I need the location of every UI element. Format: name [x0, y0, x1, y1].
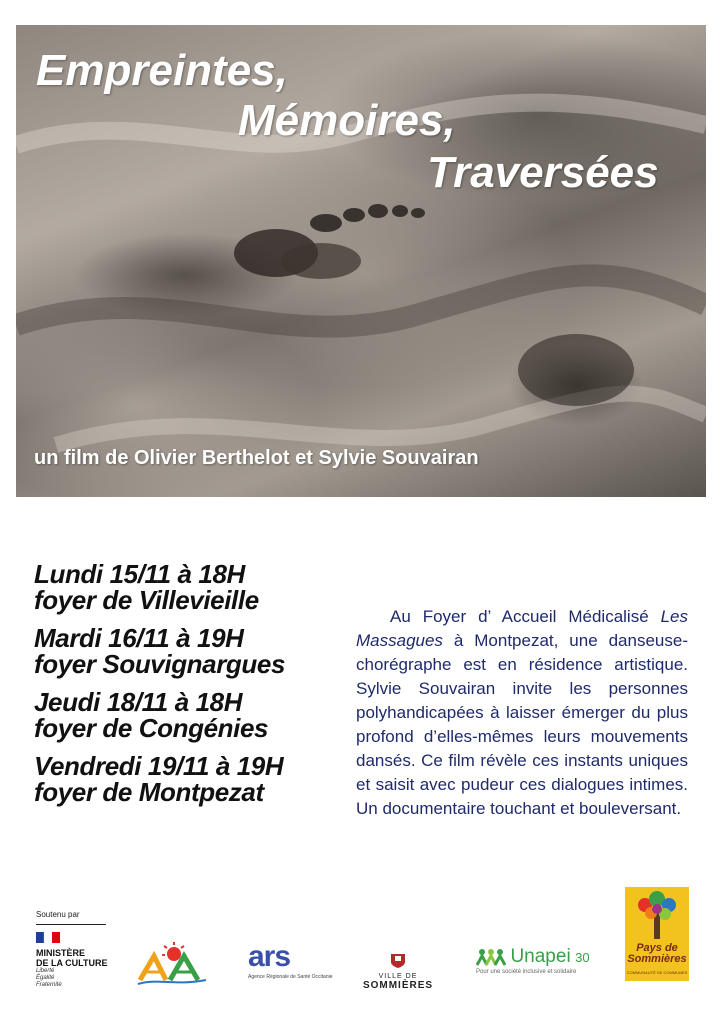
ministry-culture-logo — [36, 930, 108, 989]
ministry-line-1: MINISTÈRE — [36, 948, 86, 958]
ministry-motto-1: Liberté — [36, 968, 55, 974]
film-description — [356, 605, 688, 821]
tree-icon — [625, 887, 689, 943]
sommieres-logo — [356, 952, 440, 991]
title-line-1: Empreintes, — [36, 46, 288, 95]
sommieres-main: SOMMIÈRES — [362, 980, 434, 991]
film-credit: un film de Olivier Berthelot et Sylvie Souvairan — [34, 447, 479, 469]
support-divider — [36, 924, 106, 925]
unapei-name: Unapei — [510, 946, 571, 967]
screening-item — [34, 753, 344, 805]
ministry-motto-3: Fraternité — [36, 982, 62, 988]
pays-line-2: Sommières — [627, 953, 687, 965]
title-line-3: Traversées — [427, 148, 659, 197]
screening-item — [34, 689, 344, 741]
french-flag-icon — [36, 932, 60, 943]
aa-association-logo — [136, 940, 208, 991]
unapei-number: 30 — [575, 950, 590, 965]
support-label: Soutenu par — [36, 910, 80, 919]
screening-item — [34, 561, 344, 613]
title-line-2: Mémoires, — [238, 96, 456, 145]
description-venue: Les Massagues — [356, 607, 688, 650]
description-intro: Au Foyer d’ Accueil Médicalisé — [390, 607, 649, 626]
hero-photo — [16, 25, 706, 497]
ars-subtitle: Agence Régionale de Santé Occitanie — [248, 974, 333, 980]
pays-line-1: Pays de — [636, 942, 678, 954]
description-body: à Montpezat, une danseuse-chorégraphe est en résidence artistique. Sylvie Souvairan invite les personnes polyhandicapées à laisser émerger du plus profond d’elles-mêmes leurs mouvements dansés. Ce film révèle ces instants uniques et saisit avec pudeur ces dialogues intimes. Un documentaire touchant et bouleversant. — [356, 631, 688, 818]
screening-date: Mardi 16/11 à 19H — [34, 623, 244, 653]
pays-name — [625, 943, 689, 965]
ars-logo — [248, 940, 333, 980]
screening-date: Jeudi 18/11 à 18H — [34, 687, 243, 717]
ars-name: ars — [248, 940, 291, 973]
screening-place: foyer de Montpezat — [34, 777, 264, 807]
screening-item — [34, 625, 344, 677]
ministry-line-2: DE LA CULTURE — [36, 958, 108, 968]
unapei-tagline: Pour une société inclusive et solidaire — [476, 968, 577, 975]
aa-logo-icon — [136, 940, 208, 986]
screening-schedule — [34, 561, 344, 817]
screening-place: foyer de Congénies — [34, 713, 269, 743]
pays-de-sommieres-logo — [625, 887, 689, 981]
screening-place: foyer de Villevieille — [34, 585, 259, 615]
screening-date: Vendredi 19/11 à 19H — [34, 751, 284, 781]
town-crest-icon — [389, 952, 407, 968]
unapei-people-icon — [476, 947, 506, 969]
screening-date: Lundi 15/11 à 18H — [34, 559, 245, 589]
screening-place: foyer Souvignargues — [34, 649, 286, 679]
ministry-motto-2: Égalité — [36, 975, 55, 981]
unapei-logo — [476, 946, 590, 975]
sommieres-top: VILLE DE — [378, 973, 418, 980]
pays-subtitle: COMMUNAUTÉ DE COMMUNES — [626, 970, 688, 975]
